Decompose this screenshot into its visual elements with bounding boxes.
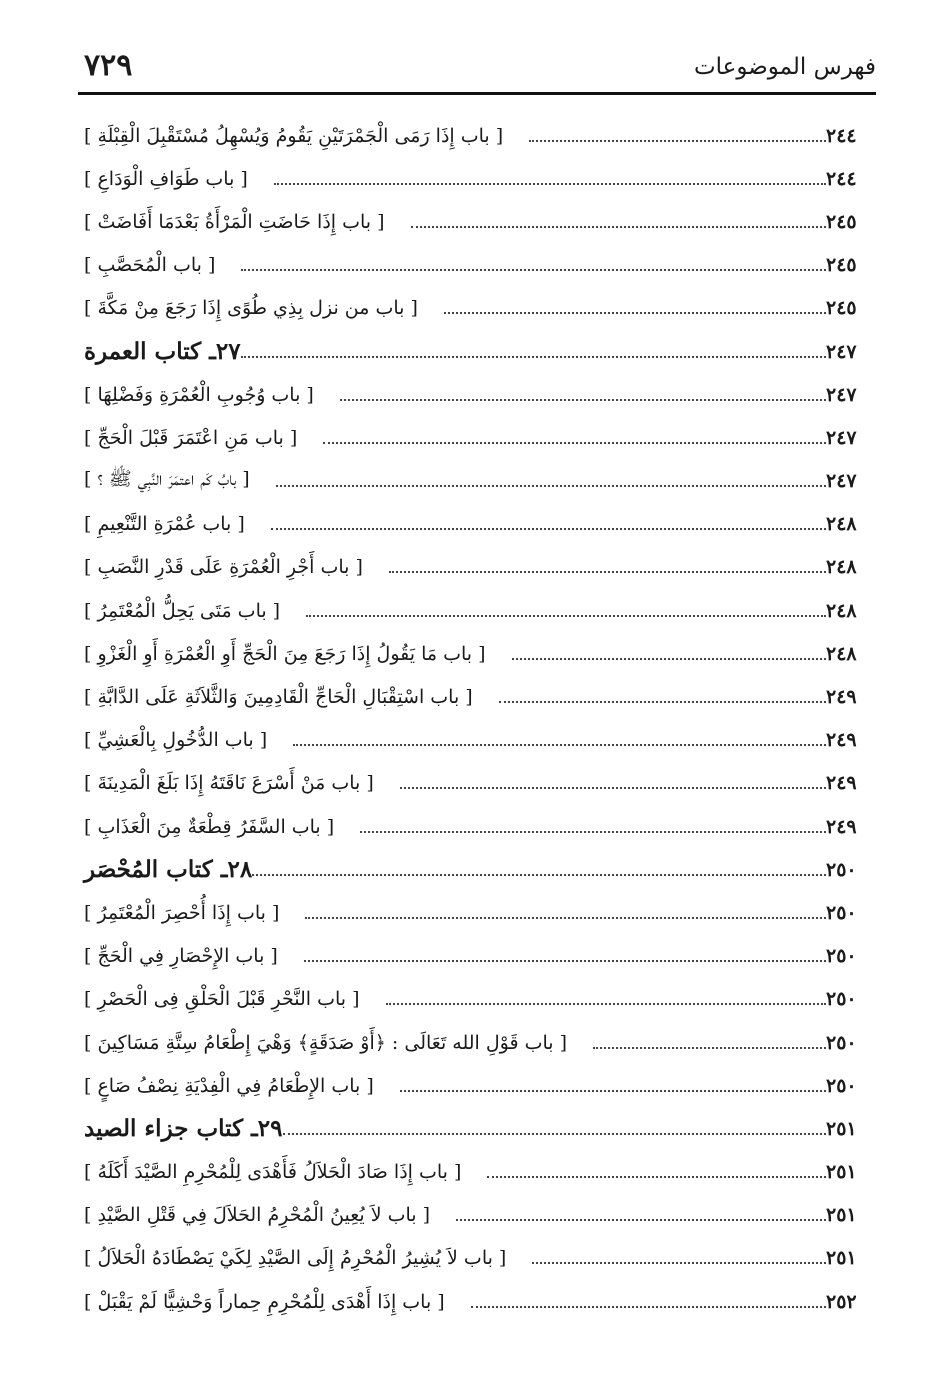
chapter-entry-row: [78, 287, 876, 330]
dot-leader: [241, 356, 826, 358]
chapter-title: [ باب النَّحْرِ قَبْلَ الْحَلْقِ فِى الْحَصْرِ ]: [84, 988, 360, 1011]
dot-leader: [499, 701, 826, 703]
chapter-entry-row: [78, 546, 876, 589]
chapter-title: [ باب وُجُوبِ الْعُمْرَةِ وَفَضْلِهَا ]: [84, 383, 314, 406]
chapter-entry-row: [78, 935, 876, 978]
dot-leader: [400, 1090, 826, 1092]
chapter-title: [ باب طَوَافِ الْوَدَاعِ ]: [84, 167, 248, 190]
entry-page-number: ٢٥٠: [826, 901, 857, 924]
chapter-title: [ باب إِذَا حَاضَتِ الْمَرْأَةُ بَعْدَمَا أَفَاضَتْ ]: [84, 210, 385, 233]
entry-page-number: ٢٥٠: [826, 1074, 857, 1097]
entry-page-number: ٢٥١: [826, 1247, 857, 1270]
dot-leader: [241, 269, 826, 271]
book-title: ٢٧ـ كتاب العمرة: [84, 338, 241, 366]
chapter-title: [ بابُ كَم اعتمَرَ النَّبِي ﷺ ؟ ]: [84, 468, 250, 491]
book-title: ٢٨ـ كتاب المُحْصَر: [84, 856, 253, 884]
dot-leader: [323, 442, 826, 444]
chapter-entry-row: [78, 157, 876, 200]
chapter-entry-row: [78, 805, 876, 848]
chapter-title: [ باب مَنِ اعْتَمَرَ قَبْلَ الْحَجِّ ]: [84, 426, 298, 449]
entry-page-number: ٢٤٩: [826, 729, 857, 752]
chapter-entry-row: [78, 244, 876, 287]
chapter-entry-row: [78, 589, 876, 632]
chapter-title: [ باب مَا يَقُولُ إِذَا رَجَعَ مِنَ الْحَجِّ أَوِ الْعُمْرَةِ أَوِ الْغَزْوِ ]: [84, 642, 486, 665]
chapter-entry-row: [78, 675, 876, 718]
running-title: فهرس الموضوعات: [693, 54, 876, 80]
chapter-title: [ باب من نزل بِذِي طُوًى إِذَا رَجَعَ مِنْ مَكَّةَ ]: [84, 297, 418, 320]
entry-page-number: ٢٤٥: [826, 210, 857, 233]
entry-page-number: ٢٥١: [826, 1204, 857, 1227]
chapter-title: [ باب الْمُحَصَّبِ ]: [84, 254, 216, 277]
dot-leader: [411, 226, 826, 228]
chapter-entry-row: [78, 460, 876, 503]
dot-leader: [471, 1306, 826, 1308]
chapter-title: [ باب أَجْرِ الْعُمْرَةِ عَلَى قَدْرِ النَّصَبِ ]: [84, 556, 363, 579]
book-heading-row: [78, 330, 876, 373]
entry-page-number: ٢٥٠: [826, 988, 857, 1011]
entry-page-number: ٢٥٠: [826, 1031, 857, 1054]
book-title: ٢٩ـ كتاب جزاء الصيد: [84, 1115, 283, 1143]
dot-leader: [360, 831, 826, 833]
chapter-entry-row: [78, 1064, 876, 1107]
entry-page-number: ٢٤٤: [826, 124, 857, 147]
page-header: [78, 40, 876, 95]
dot-leader: [274, 183, 826, 185]
dot-leader: [293, 744, 826, 746]
dot-leader: [304, 960, 826, 962]
entry-page-number: ٢٥١: [826, 1161, 857, 1184]
entry-page-number: ٢٤٨: [826, 513, 857, 536]
chapter-entry-row: [78, 200, 876, 243]
entry-page-number: ٢٥١: [826, 1117, 857, 1140]
entry-page-number: ٢٤٧: [826, 340, 857, 363]
entry-page-number: ٢٤٧: [826, 426, 857, 449]
entry-page-number: ٢٥٠: [826, 858, 857, 881]
chapter-entry-row: [78, 1194, 876, 1237]
dot-leader: [456, 1219, 826, 1221]
dot-leader: [487, 1176, 826, 1178]
entry-page-number: ٢٤٩: [826, 686, 857, 709]
dot-leader: [529, 140, 826, 142]
entry-page-number: ٢٤٧: [826, 470, 857, 493]
entry-page-number: ٢٤٤: [826, 167, 857, 190]
chapter-title: [ باب الإِحْصَارِ فِي الْحَجِّ ]: [84, 945, 278, 968]
chapter-title: [ باب إِذَا صَادَ الْحَلاَلُ فَأَهْدَى لِلْمُحْرِمِ الصَّيْدَ أَكَلَهُ ]: [84, 1161, 462, 1184]
chapter-entry-row: [78, 1280, 876, 1323]
entry-page-number: ٢٤٥: [826, 254, 857, 277]
chapter-entry-row: [78, 762, 876, 805]
chapter-entry-row: [78, 1237, 876, 1280]
chapter-entry-row: [78, 503, 876, 546]
entry-page-number: ٢٤٨: [826, 556, 857, 579]
chapter-entry-row: [78, 114, 876, 157]
dot-leader: [340, 399, 826, 401]
dot-leader: [386, 1003, 827, 1005]
chapter-title: [ باب السَّفَرُ قِطْعَةٌ مِنَ الْعَذَابِ ]: [84, 815, 335, 838]
chapter-title: [ باب لاَ يُعِينُ الْمُحْرِمُ الحَلاَلَ فِي قَتْلِ الصَّيْدِ ]: [84, 1204, 431, 1227]
book-heading-row: [78, 1107, 876, 1150]
chapter-title: [ باب عُمْرَةِ التَّنْعِيمِ ]: [84, 513, 245, 536]
dot-leader: [512, 658, 827, 660]
chapter-title: [ باب قَوْلِ الله تَعَالَى : ﴿أَوْ صَدَقَةٍ﴾ وَهْيَ إِطْعَامُ سِتَّةِ مَسَاكِينَ ]: [84, 1031, 568, 1054]
chapter-entry-row: [78, 1151, 876, 1194]
chapter-entry-row: [78, 1021, 876, 1064]
entry-page-number: ٢٤٩: [826, 772, 857, 795]
dot-leader: [400, 787, 826, 789]
dot-leader: [532, 1262, 826, 1264]
dot-leader: [444, 312, 826, 314]
entry-page-number: ٢٥٢: [826, 1290, 857, 1313]
dot-leader: [306, 615, 826, 617]
chapter-title: [ باب الدُّخُولِ بِالْعَشِيِّ ]: [84, 729, 268, 752]
chapter-entry-row: [78, 632, 876, 675]
dot-leader: [276, 485, 826, 487]
book-heading-row: [78, 848, 876, 891]
dot-leader: [389, 571, 826, 573]
chapter-title: [ باب اسْتِقْبَالِ الْحَاجِّ الْقَادِمِينَ وَالثَّلاَثَةِ عَلَى الدَّابَّةِ ]: [84, 686, 473, 709]
entry-page-number: ٢٥٠: [826, 945, 857, 968]
entry-page-number: ٢٤٩: [826, 815, 857, 838]
dot-leader: [283, 1133, 827, 1135]
table-of-contents: [78, 114, 876, 1323]
dot-leader: [305, 917, 826, 919]
page-number: ٧٢٩: [84, 48, 133, 83]
chapter-title: [ باب مَنْ أَسْرَعَ نَاقَتَهُ إِذَا بَلَغَ الْمَدِينَةَ ]: [84, 772, 374, 795]
chapter-entry-row: [78, 373, 876, 416]
chapter-title: [ باب لاَ يُشِيرُ الْمُحْرِمُ إِلَى الصَّيْدِ لِكَيْ يَصْطَادَهُ الْحَلاَلُ ]: [84, 1247, 507, 1270]
chapter-entry-row: [78, 891, 876, 934]
entry-page-number: ٢٤٨: [826, 642, 857, 665]
chapter-title: [ باب إِذَا أَهْدَى لِلْمُحْرِمِ حِماراً وَحْشِيًّا لَمْ يَقْبَلْ ]: [84, 1290, 445, 1313]
entry-page-number: ٢٤٨: [826, 599, 857, 622]
chapter-entry-row: [78, 978, 876, 1021]
chapter-title: [ باب الإِطْعَامُ فِي الْفِدْيَةِ نِصْفُ صَاعٍ ]: [84, 1074, 374, 1097]
entry-page-number: ٢٤٧: [826, 383, 857, 406]
chapter-entry-row: [78, 416, 876, 459]
dot-leader: [271, 528, 826, 530]
dot-leader: [252, 874, 826, 876]
chapter-title: [ باب مَتَى يَحِلُّ الْمُعْتَمِرُ ]: [84, 599, 281, 622]
chapter-title: [ باب إِذَا رَمَى الْجَمْرَتَيْنِ يَقُومُ وَيُسْهِلُ مُسْتَقْبِلَ الْقِبْلَةِ ]: [84, 124, 504, 147]
chapter-entry-row: [78, 719, 876, 762]
dot-leader: [593, 1047, 826, 1049]
entry-page-number: ٢٤٥: [826, 297, 857, 320]
chapter-title: [ باب إِذَا أُحْصِرَ الْمُعْتَمِرُ ]: [84, 901, 280, 924]
